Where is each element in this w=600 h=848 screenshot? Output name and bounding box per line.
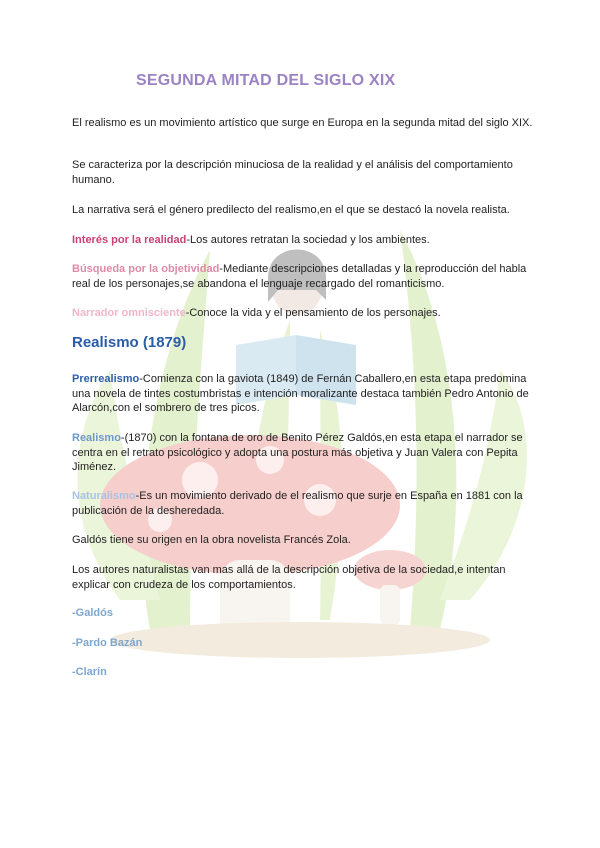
stage-prerrealismo	[72, 372, 534, 416]
intro-paragraph-3: La narrativa será el género predilecto del realismo,en el que se destacó la novela realista.	[72, 204, 510, 216]
page-title: SEGUNDA MITAD DEL SIGLO XIX	[136, 72, 396, 89]
feature-text: -Mediante descripciones detalladas y la reproducción del habla real de los personajes,se abandona el lenguaje recargado del romanticismo.	[72, 263, 527, 290]
author-pardo-bazan: -Pardo Bazán	[72, 637, 143, 649]
stage-naturalismo	[72, 489, 534, 518]
stage-term: Realismo	[72, 432, 121, 444]
note-paragraph-2: Los autores naturalistas van mas allá de la descripción objetiva de la sociedad,e intentan explicar con crudeza de los comportamientos.	[72, 564, 506, 591]
feature-term: Narrador omnisciente	[72, 307, 186, 319]
note-paragraph-1: Galdós tiene su origen en la obra novelista Francés Zola.	[72, 534, 351, 546]
author-galdos: -Galdós	[72, 607, 113, 619]
stage-text: -Es un movimiento derivado de el realismo que surje en España en 1881 con la publicación de la desheredada.	[72, 490, 523, 517]
feature-text: -Los autores retratan la sociedad y los ambientes.	[186, 234, 430, 246]
feature-term: Interés por la realidad	[72, 234, 187, 246]
stage-term: Prerrealismo	[72, 373, 140, 385]
feature-term: Búsqueda por la objetividad	[72, 263, 220, 275]
author-clarin: -Clarín	[72, 666, 107, 678]
intro-paragraph-1: El realismo es un movimiento artístico que surge en Europa en la segunda mitad del siglo XIX.	[72, 117, 533, 129]
feature-text: -Conoce la vida y el pensamiento de los personajes.	[185, 307, 441, 319]
stage-text: -(1870) con la fontana de oro de Benito Pérez Galdós,en esta etapa el narrador se centra en el retrato psicológico y adopta una postura más objetiva y Juan Valera con Pepita Jiménez.	[72, 432, 523, 474]
feature-interes	[72, 233, 534, 248]
feature-narrador	[72, 306, 534, 321]
stage-text: -Comienza con la gaviota (1849) de Fernán Caballero,en esta etapa predomina una novela de tintes costumbristas e intención moralizante destaca también Pedro Antonio de Alarcón,con el sombrero de tres picos.	[72, 373, 529, 415]
stage-realismo	[72, 431, 534, 475]
stage-term: Naturalismo	[72, 490, 136, 502]
intro-paragraph-2: Se caracteriza por la descripción minuciosa de la realidad y el análisis del comportamiento humano.	[72, 159, 513, 186]
feature-busqueda	[72, 262, 534, 291]
section-title: Realismo (1879)	[72, 334, 187, 351]
